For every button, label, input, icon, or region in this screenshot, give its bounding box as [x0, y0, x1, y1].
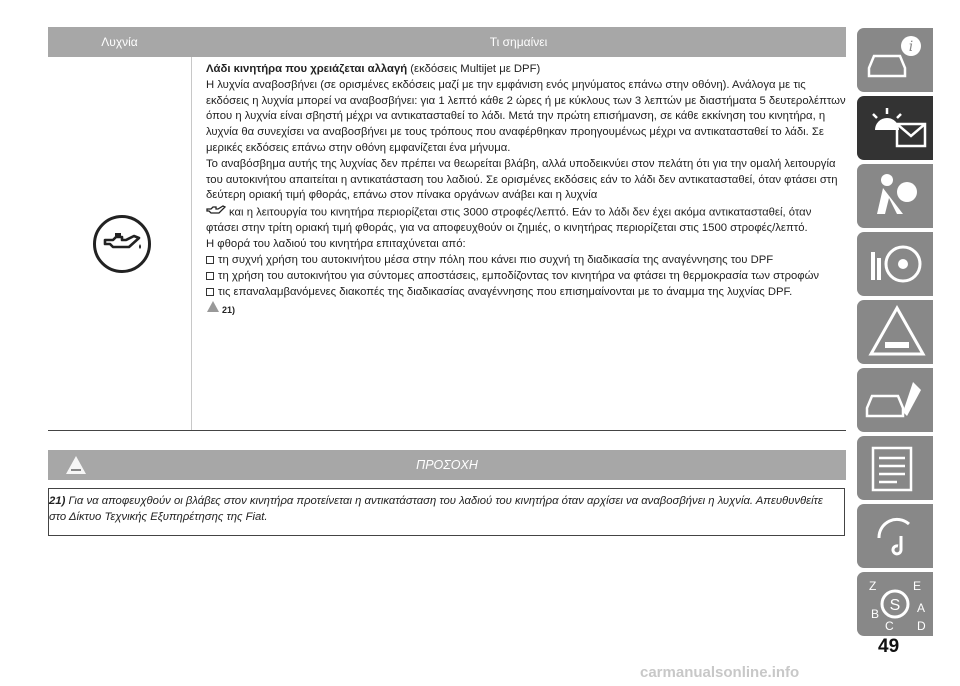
multimedia-icon[interactable] — [857, 504, 933, 568]
svg-text:C: C — [885, 619, 894, 633]
emergency-icon[interactable] — [857, 300, 933, 364]
table-header — [48, 27, 846, 57]
svg-text:E: E — [913, 579, 922, 593]
caution-text: Για να αποφευχθούν οι βλάβες στον κινητήρα προτείνεται η αντικατάσταση του λαδιού του κινητήρα όταν αρχίσει να αναβοσβήνει η λυχνία. Απευθυνθείτε στο Δίκτυο Τεχνικής Εξυπηρέτησης της Fiat. — [49, 495, 823, 523]
bullet-icon — [206, 272, 214, 280]
car-info-icon[interactable] — [857, 28, 933, 92]
header-lamp: Λυχνία — [101, 35, 138, 49]
oil-change-warning-icon — [93, 215, 151, 273]
svg-text:D: D — [917, 619, 926, 633]
list-item: τη χρήση του αυτοκινήτου για σύντομες αποστάσεις, εμποδίζοντας τον κινητήρα να φτάσει τη θερμοκρασία των στροφών — [206, 269, 846, 285]
caution-header — [48, 450, 846, 480]
list-item: τις επαναλαμβανόμενες διακοπές της διαδικασίας αναγέννησης που επισημαίνονται με το άναμμα της λυχνίας DPF. — [206, 285, 846, 301]
technical-data-icon[interactable] — [857, 436, 933, 500]
page-number: 49 — [878, 636, 900, 657]
column-divider — [191, 57, 192, 430]
bullet-icon — [206, 256, 214, 264]
steering-driving-icon[interactable] — [857, 232, 933, 296]
paragraph-2: Το αναβόσβημα αυτής της λυχνίας δεν πρέπει να θεωρείται βλάβη, αλλά υποδεικνύει στον πελάτη ότι για την ομαλή λειτουργία του αυτοκινήτου απαιτείται η αντικατάσταση του λαδιού. Σε ορισμένες εκδόσεις εάν το λάδι δεν αντικατασταθεί, όταν φτάσει στη δεύτερη οριακή τιμή φθοράς, επάνω στον πίνακα οργάνων ανάβει και η λυχνία και η λειτουργία του κινητήρα περιορίζεται στις 3000 στροφές/λεπτό. Εάν το λάδι δεν έχει ακόμα αντικατασταθεί, όταν φτάσει στην τρίτη οριακή τιμή φθοράς, για να αποφευχθούν οι ζημιές, ο κινητήρας περιορίζεται στις 1500 στροφές/λεπτό. — [206, 157, 838, 235]
list-item: τη συχνή χρήση του αυτοκινήτου μέσα στην πόλη που κάνει πιο συχνή τη διαδικασία της αναγέννησης του DPF — [206, 253, 846, 269]
caution-number: 21) — [49, 495, 66, 507]
reference: 21) — [206, 300, 846, 319]
header-meaning: Τι σημαίνει — [489, 35, 548, 49]
paragraph-3: Η φθορά του λαδιού του κινητήρα επιταχύνεται από: — [206, 238, 466, 251]
description-title: Λάδι κινητήρα που χρειάζεται αλλαγή (εκδόσεις Multijet με DPF) — [206, 63, 541, 75]
svg-text:S: S — [889, 597, 901, 614]
paragraph-1: Η λυχνία αναβοσβήνει (σε ορισμένες εκδόσεις μαζί με την εμφάνιση ενός μηνύματος επάνω στην οθόνη). Ανάλογα με τις εκδόσεις η λυχνία μπορεί να αναβοσβήνει: για 1 λεπτό κάθε 2 ώρες ή με κύκλους των 3 λεπτών με διαστήματα 5 δευτερολέπτων όπου η λυχνία είναι σβηστή μέχρι να αντικατασταθεί το λάδι. Μετά την πρώτη επισήμανση, σε κάθε εκκίνηση του κινητήρα, η λυχνία θα συνεχίσει να αναβοσβήνει με τους τρόπους που αναφέρθηκαν προηγουμένως μέχρι να αντικατασταθεί το λάδι. Σε μερικές εκδόσεις επάνω στην οθόνη εμφανίζεται ένα μήνυμα. — [206, 78, 846, 154]
svg-text:B: B — [871, 607, 880, 621]
index-icon[interactable] — [857, 572, 933, 636]
caution-box — [48, 488, 845, 536]
maintenance-icon[interactable] — [857, 368, 933, 432]
bullet-icon — [206, 288, 214, 296]
svg-text:i: i — [908, 39, 914, 55]
caution-small-icon — [206, 304, 220, 316]
warning-lights-icon[interactable] — [857, 96, 933, 160]
description — [206, 62, 846, 319]
oil-pressure-icon — [206, 204, 226, 221]
svg-text:A: A — [917, 601, 926, 615]
watermark: carmanualsonline.info — [640, 664, 800, 681]
caution-title: ΠΡΟΣΟΧΗ — [416, 458, 478, 472]
airbag-safety-icon[interactable] — [857, 164, 933, 228]
svg-text:Z: Z — [869, 579, 877, 593]
